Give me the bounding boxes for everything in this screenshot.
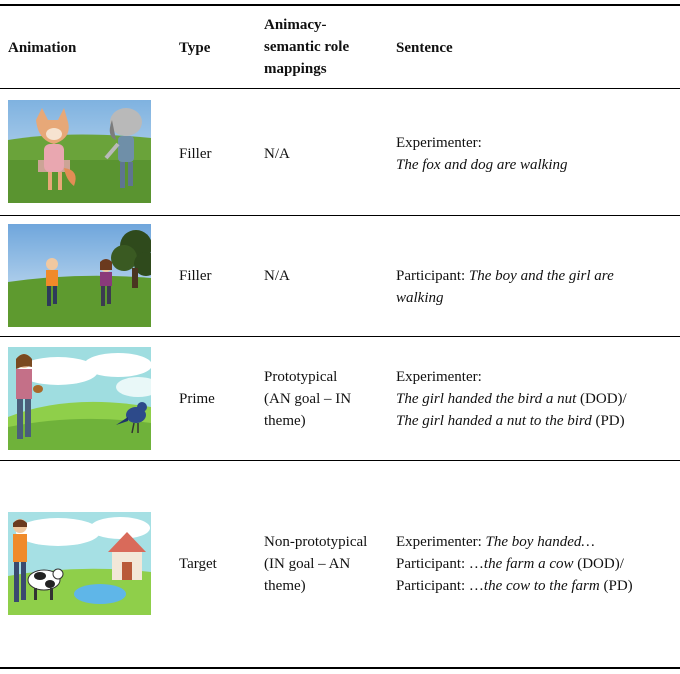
row-mapping-line: theme) xyxy=(264,413,306,429)
row-sentence xyxy=(396,366,627,432)
row-mapping-line: Non-prototypical xyxy=(264,534,368,550)
sentence-italic: the cow to the farm xyxy=(483,578,600,594)
row-sentence xyxy=(396,531,633,597)
row-type: Filler xyxy=(179,268,212,284)
sentence-italic: The girl handed a nut to the bird xyxy=(396,413,592,429)
sentence-line xyxy=(396,575,633,597)
sentence-plain: Experimenter: xyxy=(396,369,482,385)
header-sentence: Sentence xyxy=(396,40,453,56)
row-type: Prime xyxy=(179,391,215,407)
header-mapping xyxy=(264,14,349,80)
header-animation: Animation xyxy=(8,40,77,56)
row-mapping-line: N/A xyxy=(264,146,290,162)
sentence-italic: The boy handed… xyxy=(485,534,595,550)
animation-thumbnail-fox-dog xyxy=(8,100,151,203)
animation-thumbnail-boy-girl xyxy=(8,224,151,327)
sentence-plain: Experimenter: xyxy=(396,534,486,550)
sentence-line xyxy=(396,287,614,309)
sentence-line xyxy=(396,388,627,410)
sentence-italic: The fox and dog are walking xyxy=(396,157,568,173)
row-mapping xyxy=(264,265,290,287)
sentence-line xyxy=(396,366,627,388)
row-mapping-line: (AN goal – IN xyxy=(264,391,352,407)
row-sentence xyxy=(396,132,568,176)
row-type: Target xyxy=(179,556,217,572)
sentence-line xyxy=(396,132,568,154)
sentence-after: (DOD)/ xyxy=(573,556,624,572)
sentence-plain: Participant: … xyxy=(396,556,484,572)
sentence-line xyxy=(396,154,568,176)
header-rule xyxy=(0,88,680,89)
sentence-plain: Participant: xyxy=(396,268,469,284)
sentence-after: (PD) xyxy=(591,413,625,429)
sentence-after: (PD) xyxy=(599,578,633,594)
row-mapping xyxy=(264,143,290,165)
row-divider-1 xyxy=(0,215,680,216)
animation-thumbnail-girl-bird xyxy=(8,347,151,450)
row-mapping xyxy=(264,366,351,432)
table-top-rule xyxy=(0,4,680,6)
row-mapping-line: theme) xyxy=(264,578,306,594)
row-mapping-line: (IN goal – AN xyxy=(264,556,351,572)
header-mapping-line: semantic role xyxy=(264,39,350,55)
header-mapping-line: Animacy- xyxy=(264,17,327,33)
row-divider-2 xyxy=(0,336,680,337)
sentence-line xyxy=(396,531,633,553)
row-sentence xyxy=(396,265,614,309)
sentence-line xyxy=(396,410,627,432)
sentence-plain: Experimenter: xyxy=(396,135,482,151)
row-type: Filler xyxy=(179,146,212,162)
sentence-line xyxy=(396,265,614,287)
sentence-italic: The boy and the girl are xyxy=(468,268,614,284)
sentence-italic: The girl handed the bird a nut xyxy=(396,391,577,407)
header-type: Type xyxy=(179,40,211,56)
sentence-italic: walking xyxy=(396,290,444,306)
table-bottom-rule xyxy=(0,667,680,669)
row-mapping-line: Prototypical xyxy=(264,369,338,385)
sentence-italic: the farm a cow xyxy=(483,556,574,572)
row-mapping-line: N/A xyxy=(264,268,290,284)
sentence-plain: Participant: … xyxy=(396,578,484,594)
sentence-line xyxy=(396,553,633,575)
row-divider-3 xyxy=(0,460,680,461)
header-mapping-line: mappings xyxy=(264,61,327,77)
row-mapping xyxy=(264,531,367,597)
animation-thumbnail-boy-cow-farm xyxy=(8,512,151,615)
sentence-after: (DOD)/ xyxy=(576,391,627,407)
